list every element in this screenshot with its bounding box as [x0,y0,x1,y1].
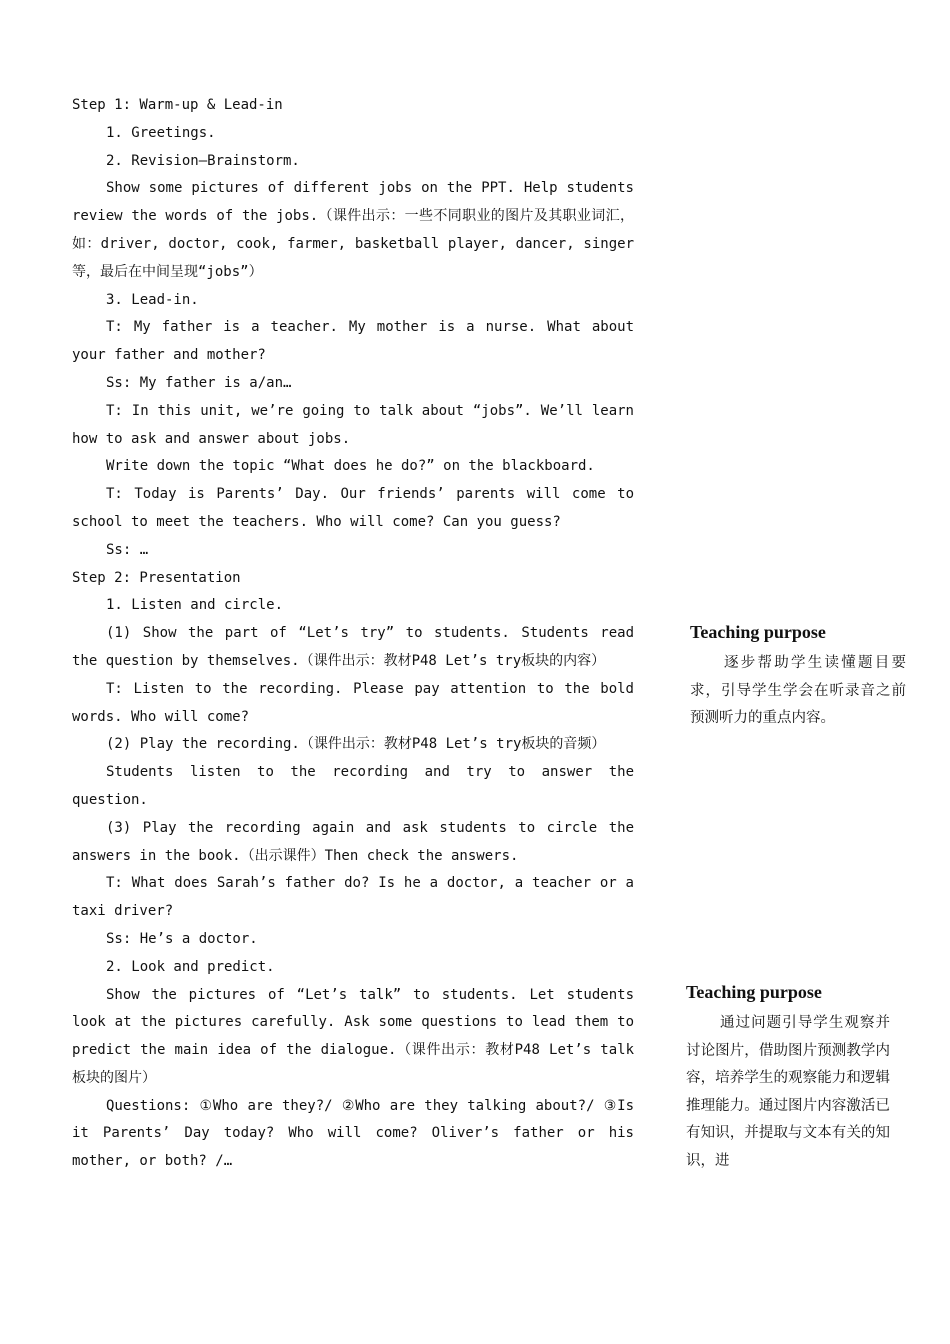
paragraph: Questions: ①Who are they?/ ②Who are they talking about?/ ③Is it Parents’ Day today? Who will come? Oliver’s father or his mother, or both? /… [72,1097,634,1170]
side-note-body: 通过问题引导学生观察并讨论图片，借助图片预测教学内容，培养学生的观察能力和逻辑推理能力。通过图片内容激活已有知识，并提取与文本有关的知识，进 [686,1015,890,1169]
paragraph: Ss: … [106,541,149,558]
paragraph: Write down the topic “What does he do?” on the blackboard. [106,458,595,475]
paragraph: T: My father is a teacher. My mother is a nurse. What about your father and mother? [72,319,634,364]
paragraph: Show some pictures of different jobs on the PPT. Help students review the words of the jobs.（课件出示：一些不同职业的图片及其职业词汇，如：driver, doctor, cook, farmer, basketball player, dancer, singer 等，最后在中间呈现“jobs”） [72,180,634,280]
side-note-heading: Teaching purpose [690,622,826,642]
paragraph: T: What does Sarah’s father do? Is he a doctor, a teacher or a taxi driver? [72,875,634,920]
step-heading: Step 1: Warm-up & Lead-in [72,97,283,113]
paragraph: T: In this unit, we’re going to talk about “jobs”. We’ll learn how to ask and answer about jobs. [72,402,634,447]
paragraph: 2. Look and predict. [106,958,275,975]
lesson-body [72,92,634,1176]
step-heading: Step 2: Presentation [72,569,241,586]
paragraph: (3) Play the recording again and ask students to circle the answers in the book.（出示课件）Then check the answers. [72,819,634,864]
paragraph: (2) Play the recording.（课件出示：教材P48 Let’s try板块的音频） [106,736,606,753]
paragraph: 3. Lead-in. [106,291,199,308]
paragraph: Ss: My father is a/an… [106,374,292,391]
paragraph: T: Listen to the recording. Please pay attention to the bold words. Who will come? [72,680,634,725]
paragraph: (1) Show the part of “Let’s try” to students. Students read the question by themselves.（课件出示：教材P48 Let’s try板块的内容） [72,625,634,669]
paragraph: 1. Listen and circle. [106,597,284,614]
side-note-body: 逐步帮助学生读懂题目要求，引导学生学会在听录音之前预测听力的重点内容。 [690,655,906,726]
paragraph: T: Today is Parents’ Day. Our friends’ parents will come to school to meet the teachers. Who will come? Can you guess? [72,486,634,530]
paragraph: Show the pictures of “Let’s talk” to students. Let students look at the pictures carefully. Ask some questions to lead them to predict the main idea of the dialogue.（课件出示：教材P48 Let’s talk板块的图片） [72,986,634,1086]
paragraph: Students listen to the recording and try to answer the question. [72,764,634,808]
paragraph: 2. Revision—Brainstorm. [106,152,300,169]
paragraph: Ss: He’s a doctor. [106,930,258,947]
side-note-1 [690,620,906,733]
side-note-2 [686,980,890,1175]
paragraph: 1. Greetings. [106,124,216,141]
side-note-heading: Teaching purpose [686,982,822,1002]
